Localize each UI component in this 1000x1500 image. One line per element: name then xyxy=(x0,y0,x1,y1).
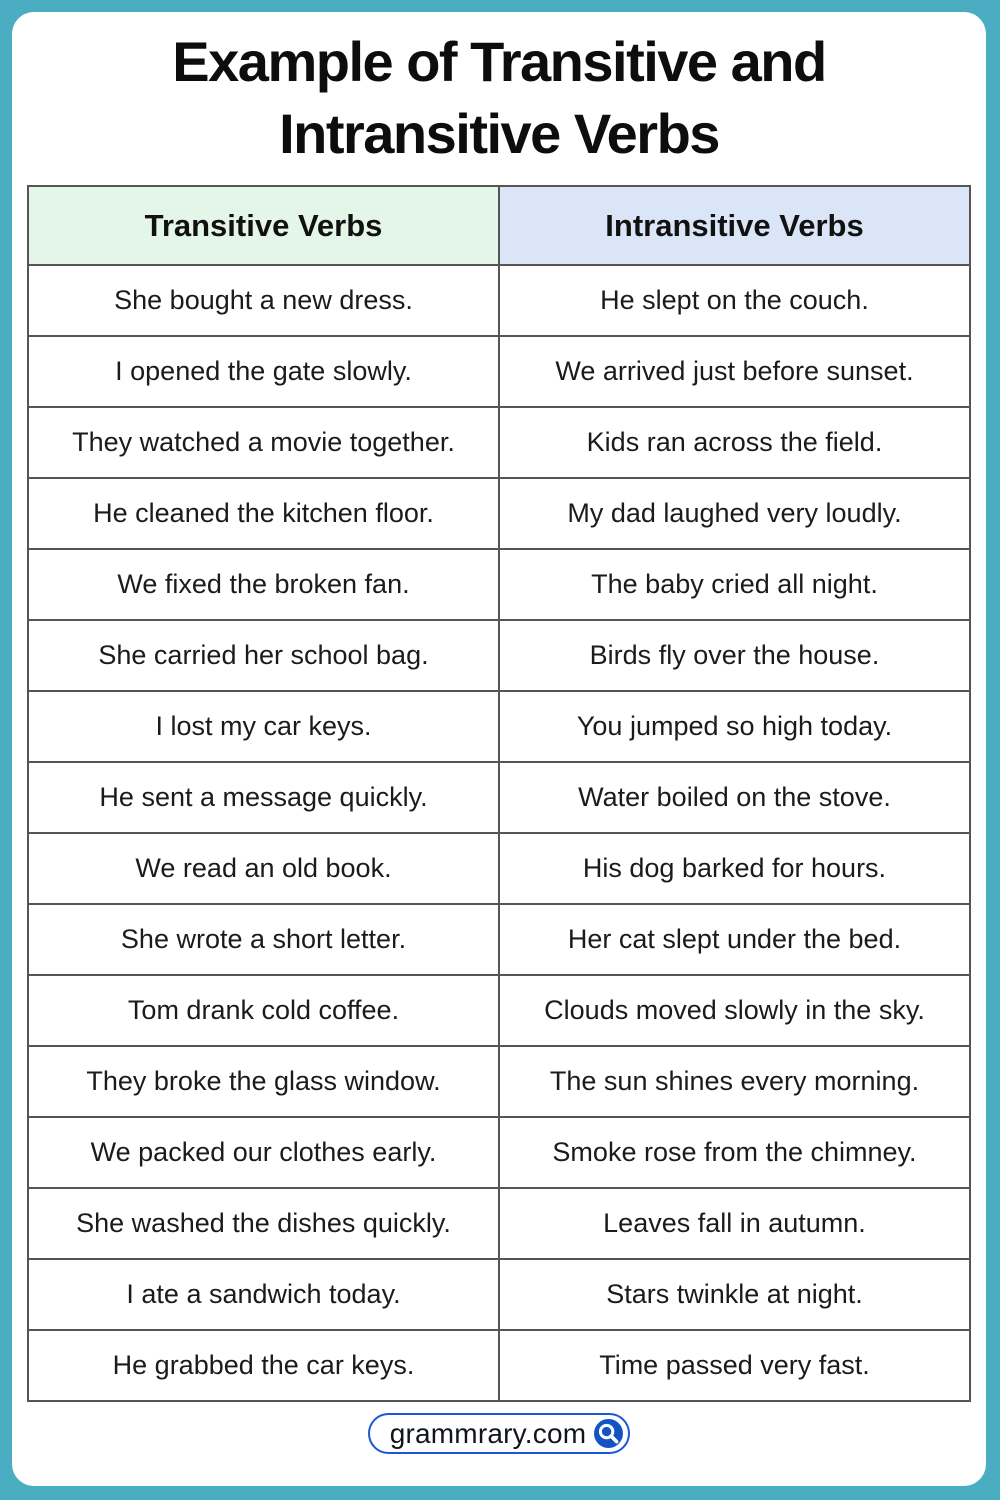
table-row xyxy=(28,1046,970,1117)
brand-logo-link[interactable] xyxy=(368,1413,631,1454)
intransitive-cell: My dad laughed very loudly. xyxy=(499,478,970,549)
table-row xyxy=(28,265,970,336)
intransitive-cell: The sun shines every morning. xyxy=(499,1046,970,1117)
verbs-table xyxy=(27,185,971,1402)
transitive-header-cell: Transitive Verbs xyxy=(28,186,499,265)
table-row xyxy=(28,336,970,407)
transitive-cell: I opened the gate slowly. xyxy=(28,336,499,407)
transitive-cell: We packed our clothes early. xyxy=(28,1117,499,1188)
table-header-row xyxy=(28,186,970,265)
transitive-cell: She washed the dishes quickly. xyxy=(28,1188,499,1259)
intransitive-cell: His dog barked for hours. xyxy=(499,833,970,904)
table-row xyxy=(28,478,970,549)
intransitive-cell: Clouds moved slowly in the sky. xyxy=(499,975,970,1046)
intransitive-cell: He slept on the couch. xyxy=(499,265,970,336)
transitive-cell: She wrote a short letter. xyxy=(28,904,499,975)
table-row xyxy=(28,833,970,904)
transitive-cell: He grabbed the car keys. xyxy=(28,1330,499,1401)
intransitive-cell: Stars twinkle at night. xyxy=(499,1259,970,1330)
table-row xyxy=(28,620,970,691)
transitive-cell: I lost my car keys. xyxy=(28,691,499,762)
intransitive-cell: Time passed very fast. xyxy=(499,1330,970,1401)
table-row xyxy=(28,762,970,833)
content-sheet xyxy=(12,12,986,1486)
table-row xyxy=(28,904,970,975)
intransitive-cell: Birds fly over the house. xyxy=(499,620,970,691)
intransitive-cell: Water boiled on the stove. xyxy=(499,762,970,833)
intransitive-cell: Her cat slept under the bed. xyxy=(499,904,970,975)
table-row xyxy=(28,1330,970,1401)
transitive-cell: They watched a movie together. xyxy=(28,407,499,478)
transitive-cell: She bought a new dress. xyxy=(28,265,499,336)
transitive-cell: He sent a message quickly. xyxy=(28,762,499,833)
transitive-cell: She carried her school bag. xyxy=(28,620,499,691)
table-row xyxy=(28,407,970,478)
magnifier-icon xyxy=(592,1417,625,1450)
page-title: Example of Transitive and Intransitive Verbs xyxy=(172,30,826,165)
transitive-cell: They broke the glass window. xyxy=(28,1046,499,1117)
intransitive-cell: Leaves fall in autumn. xyxy=(499,1188,970,1259)
brand-site-name: grammrary.com xyxy=(389,1417,587,1449)
transitive-cell: He cleaned the kitchen floor. xyxy=(28,478,499,549)
transitive-cell: I ate a sandwich today. xyxy=(28,1259,499,1330)
table-row xyxy=(28,549,970,620)
transitive-cell: We read an old book. xyxy=(28,833,499,904)
table-row xyxy=(28,691,970,762)
table-row xyxy=(28,1188,970,1259)
transitive-cell: Tom drank cold coffee. xyxy=(28,975,499,1046)
intransitive-cell: You jumped so high today. xyxy=(499,691,970,762)
intransitive-cell: The baby cried all night. xyxy=(499,549,970,620)
table-row xyxy=(28,1259,970,1330)
intransitive-cell: We arrived just before sunset. xyxy=(499,336,970,407)
table-body xyxy=(28,265,970,1401)
intransitive-header-cell: Intransitive Verbs xyxy=(499,186,970,265)
table-row xyxy=(28,1117,970,1188)
intransitive-cell: Smoke rose from the chimney. xyxy=(499,1117,970,1188)
intransitive-cell: Kids ran across the field. xyxy=(499,407,970,478)
transitive-cell: We fixed the broken fan. xyxy=(28,549,499,620)
footer xyxy=(12,1413,986,1454)
table-row xyxy=(28,975,970,1046)
